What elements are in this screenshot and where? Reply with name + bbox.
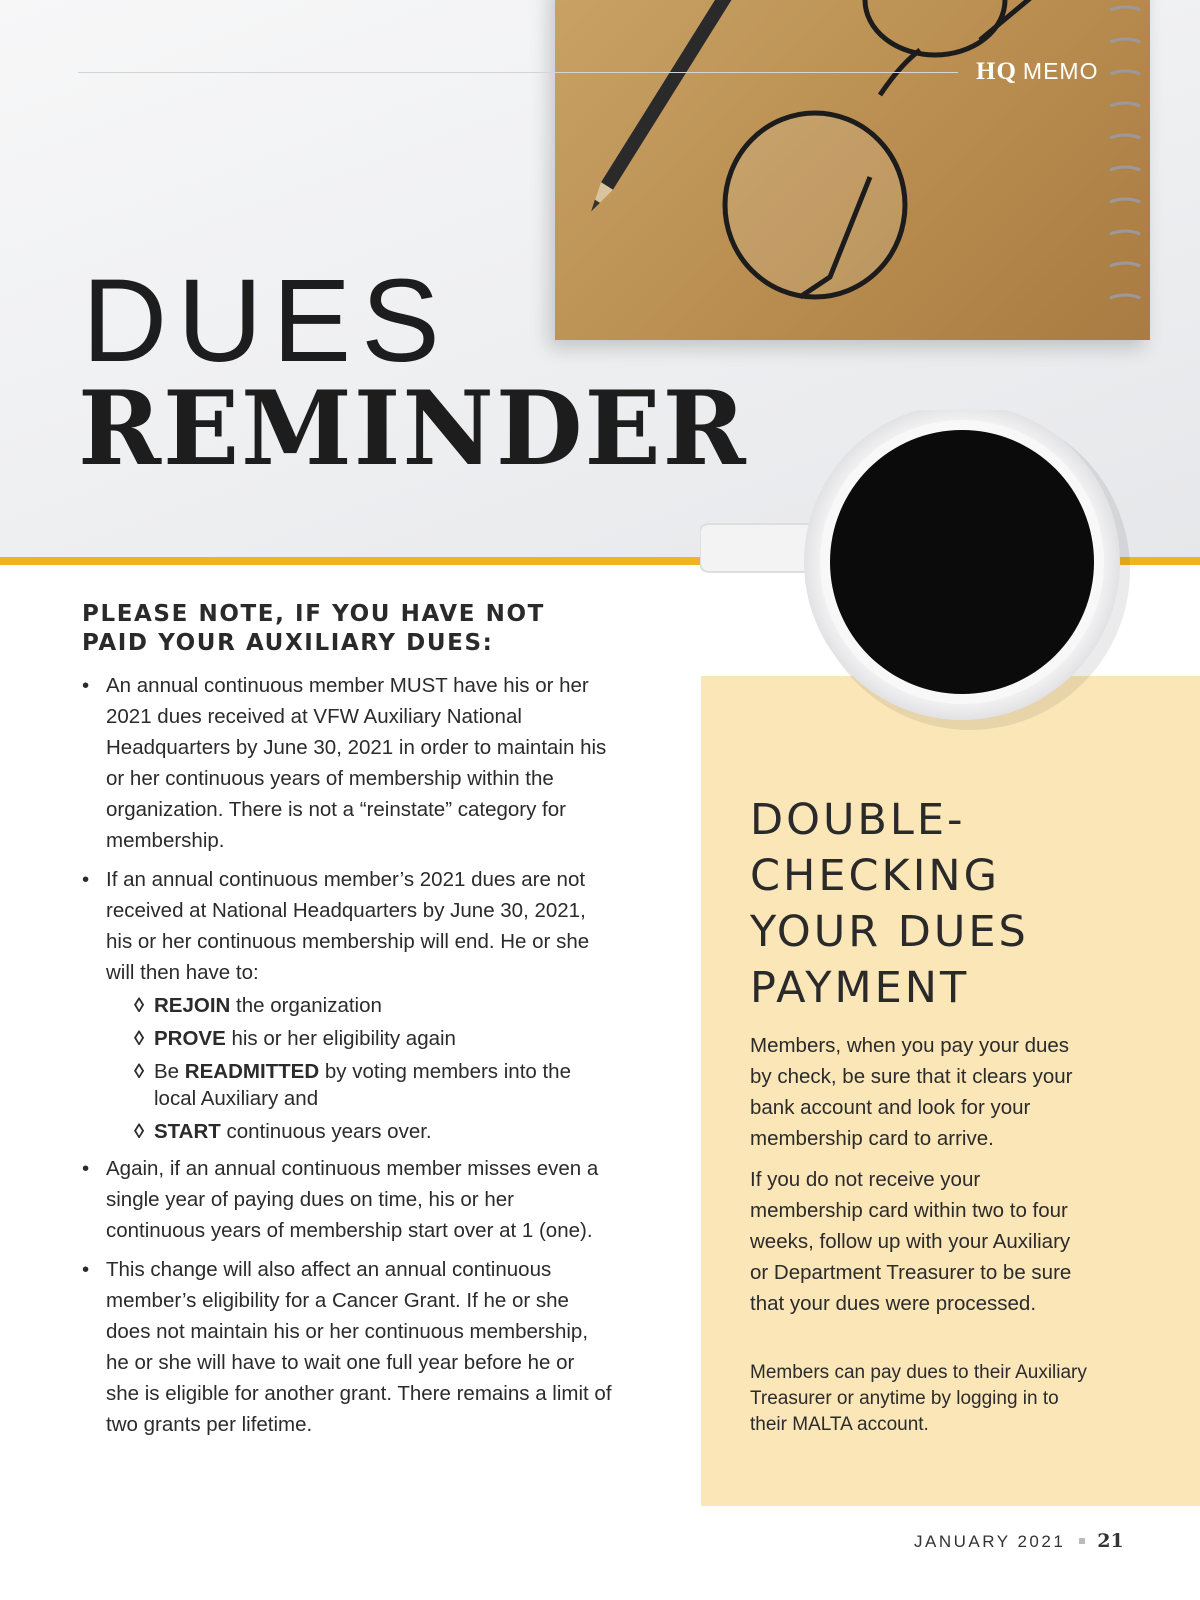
- note-heading: PLEASE NOTE, IF YOU HAVE NOT PAID YOUR AUXILIARY DUES:: [82, 601, 545, 656]
- dues-bullet-list: [82, 670, 612, 1448]
- step-item: ◊ REJOIN the organization: [134, 992, 612, 1019]
- issue-date: JANUARY 2021: [914, 1532, 1066, 1551]
- step-item: ◊ Be READMITTED by voting members into the local Auxiliary and: [134, 1058, 612, 1112]
- sidebar-paragraph: Members can pay dues to their Auxiliary Treasurer or anytime by logging in to their MALTA account.: [750, 1362, 1087, 1435]
- list-item: • This change will also affect an annual continuous member’s eligibility for a Cancer Grant. If he or she does not maintain his or her continuous membership, he or she will have to wait one full year before he or she is eligible for another grant. There remains a limit of two grants per lifetime.: [82, 1254, 612, 1440]
- steps-list: [134, 992, 612, 1145]
- sidebar-heading: DOUBLE- CHECKING YOUR DUES PAYMENT: [750, 795, 1029, 1013]
- list-item: • If an annual continuous member’s 2021 dues are not received at National Headquarters by June 30, 2021, his or her continuous membership will end. He or she will then have to: ◊ REJOIN the organization ◊ PROVE his or her eligibility again ◊ Be READMITTED by voting members into the local Auxiliary and ◊ START continuous years over.: [82, 864, 612, 1145]
- list-item: • Again, if an annual continuous member misses even a single year of paying dues on time, his or her continuous years of membership start over at 1 (one).: [82, 1153, 612, 1246]
- footer-separator: [1079, 1538, 1085, 1544]
- page-number: 21: [1097, 1530, 1124, 1552]
- step-item: ◊ PROVE his or her eligibility again: [134, 1025, 612, 1052]
- sidebar-paragraph: If you do not receive your membership card within two to four weeks, follow up with your Auxiliary or Department Treasurer to be sure that your dues were processed.: [750, 1168, 1072, 1315]
- page-footer: [914, 1530, 1124, 1552]
- step-item: ◊ START continuous years over.: [134, 1118, 612, 1145]
- hq-memo-header: HQ MEMO: [976, 58, 1099, 85]
- list-item: • An annual continuous member MUST have his or her 2021 dues received at VFW Auxiliary National Headquarters by June 30, 2021 in order to maintain his or her continuous years of membership within the organization. There is not a “reinstate” category for membership.: [82, 670, 612, 856]
- title-dues: DUES: [82, 255, 450, 387]
- sidebar-paragraph: Members, when you pay your dues by check, be sure that it clears your bank account and look for your membership card to arrive.: [750, 1034, 1073, 1150]
- title-reminder: REMINDER: [78, 369, 748, 489]
- coffee-cup-image: [700, 410, 1180, 740]
- header-rule: [78, 72, 958, 73]
